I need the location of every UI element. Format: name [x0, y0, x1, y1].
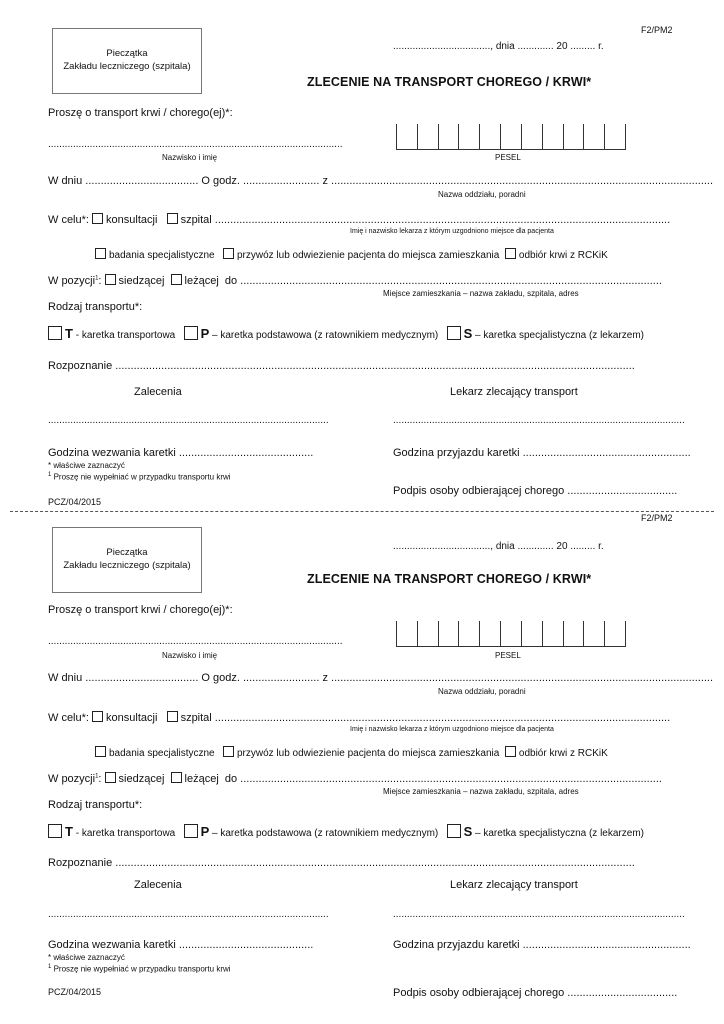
lying-label: leżącej — [184, 275, 219, 287]
position-label: W pozycji — [48, 773, 96, 785]
doctor-caption: Imię i nazwisko lekarza z którym uzgodniono miejsce dla pacjenta — [350, 726, 554, 733]
arrival-time-field[interactable]: Godzina przyjazdu karetki ....................................................... — [393, 939, 691, 951]
specialist-tests-label: badania specjalistyczne — [109, 250, 215, 261]
arrival-time-field[interactable]: Godzina przyjazdu karetki ....................................................... — [393, 447, 691, 459]
purpose-row — [48, 711, 670, 724]
purpose-row-2 — [95, 248, 608, 261]
date-place-field[interactable]: ..................................., dnia ............. 20 ......... r. — [393, 541, 604, 552]
recommendations-label: Zalecenia — [134, 879, 182, 891]
diagnosis-field[interactable]: Rozpoznanie .......................................................................................................................................................................... — [48, 857, 635, 869]
return-home-checkbox[interactable] — [223, 248, 234, 259]
doctor-signature-field[interactable]: ......................................................................................................... — [393, 415, 685, 426]
footer-code: PCZ/04/2015 — [48, 497, 102, 507]
name-caption: Nazwisko i imię — [162, 651, 218, 660]
sitting-checkbox[interactable] — [105, 772, 116, 783]
recommendations-field[interactable]: ..................................................................................................... — [48, 909, 329, 920]
consultation-label: konsultacji — [106, 712, 158, 724]
hospital-field[interactable]: szpital ..................................................................................................................................................... — [180, 712, 671, 724]
position-label: W pozycji — [48, 275, 96, 287]
destination-field[interactable]: do .......................................................................................................................................... — [224, 773, 662, 785]
hospital-field[interactable]: szpital ..................................................................................................................................................... — [180, 214, 671, 226]
residence-caption: Miejsce zamieszkania – nazwa zakładu, szpitala, adres — [383, 787, 579, 796]
date-place-field[interactable]: ..................................., dnia ............. 20 ......... r. — [393, 41, 604, 52]
receiver-signature-field[interactable]: Podpis osoby odbierającej chorego .................................... — [393, 485, 678, 497]
name-field[interactable]: .......................................................................................................... — [48, 636, 343, 647]
doctor-caption: Imię i nazwisko lekarza z którym uzgodniono miejsce dla pacjenta — [350, 228, 554, 235]
blood-pickup-checkbox[interactable] — [505, 746, 516, 757]
call-time-field[interactable]: Godzina wezwania karetki ............................................ — [48, 447, 314, 459]
consultation-checkbox[interactable] — [92, 213, 103, 224]
destination-field[interactable]: do .......................................................................................................................................... — [224, 275, 662, 287]
blood-pickup-label: odbiór krwi z RCKiK — [518, 250, 608, 261]
form-copy-bottom — [0, 492, 724, 999]
specialist-tests-checkbox[interactable] — [95, 746, 106, 757]
residence-caption: Miejsce zamieszkania – nazwa zakładu, szpitala, adres — [383, 289, 579, 298]
call-time-field[interactable]: Godzina wezwania karetki ............................................ — [48, 939, 314, 951]
lying-checkbox[interactable] — [171, 274, 182, 285]
recommendations-field[interactable]: ..................................................................................................... — [48, 415, 329, 426]
note-blood: $^1$ Proszę nie wypełniać w przypadku transportu krwi — [48, 472, 231, 482]
purpose-label: W celu*: — [48, 214, 89, 226]
specialist-tests-checkbox[interactable] — [95, 248, 106, 259]
transport-type-label: Rodzaj transportu*: — [48, 799, 143, 811]
pesel-caption: PESEL — [495, 651, 521, 660]
consultation-label: konsultacji — [106, 214, 158, 226]
name-caption: Nazwisko i imię — [162, 153, 218, 162]
transport-type-row: T - karetka transportowa P – karetka podstawowa (z ratownikiem medycznym) S – karetka specjalistyczna (z lekarzem) — [48, 824, 644, 839]
doctor-signature-field[interactable]: ......................................................................................................... — [393, 909, 685, 920]
ordering-doctor-label: Lekarz zlecający transport — [450, 386, 578, 398]
transport-type-label: Rodzaj transportu*: — [48, 301, 143, 313]
blood-pickup-label: odbiór krwi z RCKiK — [518, 748, 608, 759]
sitting-label: siedzącej — [118, 275, 165, 287]
purpose-row-2 — [95, 746, 608, 759]
lying-checkbox[interactable] — [171, 772, 182, 783]
footer-code: PCZ/04/2015 — [48, 987, 102, 997]
type-t-checkbox[interactable] — [48, 326, 62, 340]
pesel-boxes[interactable] — [396, 621, 626, 647]
return-home-label: przywóz lub odwiezienie pacjenta do miejsca zamieszkania — [236, 250, 500, 261]
stamp-label: Pieczątka — [106, 547, 148, 559]
position-row: W pozycji$^1$: siedzącej leżącej do .......................................................................................................................................... — [48, 275, 662, 287]
consultation-checkbox[interactable] — [92, 711, 103, 722]
type-s-checkbox[interactable] — [447, 824, 461, 838]
date-time-dept-field[interactable]: W dniu ..................................... O godz. ......................... z ............................................................................................................................. — [48, 672, 714, 684]
stamp-box — [52, 28, 202, 94]
return-home-checkbox[interactable] — [223, 746, 234, 757]
recommendations-label: Zalecenia — [134, 386, 182, 398]
type-p-checkbox[interactable] — [184, 326, 198, 340]
pesel-caption: PESEL — [495, 153, 521, 162]
lying-label: leżącej — [184, 773, 219, 785]
request-label: Proszę o transport krwi / chorego(ej)*: — [48, 604, 233, 616]
ordering-doctor-label: Lekarz zlecający transport — [450, 879, 578, 891]
form-title: ZLECENIE NA TRANSPORT CHOREGO / KRWI* — [307, 572, 592, 586]
dept-caption: Nazwa oddziału, poradni — [438, 190, 526, 199]
stamp-label: Pieczątka — [106, 48, 148, 60]
note-blood: $^1$ Proszę nie wypełniać w przypadku transportu krwi — [48, 964, 231, 974]
diagnosis-field[interactable]: Rozpoznanie .......................................................................................................................................................................... — [48, 360, 635, 372]
blood-pickup-checkbox[interactable] — [505, 248, 516, 259]
position-row: W pozycji$^1$: siedzącej leżącej do .......................................................................................................................................... — [48, 773, 662, 785]
type-s-checkbox[interactable] — [447, 326, 461, 340]
purpose-row — [48, 213, 670, 226]
sitting-checkbox[interactable] — [105, 274, 116, 285]
receiver-signature-field[interactable]: Podpis osoby odbierającej chorego .................................... — [393, 987, 678, 999]
request-label: Proszę o transport krwi / chorego(ej)*: — [48, 107, 233, 119]
form-copy-top — [0, 0, 724, 507]
date-time-dept-field[interactable]: W dniu ..................................... O godz. ......................... z ............................................................................................................................. — [48, 175, 714, 187]
pesel-boxes[interactable] — [396, 124, 626, 150]
stamp-sublabel: Zakładu leczniczego (szpitala) — [63, 560, 191, 571]
note-mark: * właściwe zaznaczyć — [48, 461, 125, 470]
stamp-sublabel: Zakładu leczniczego (szpitala) — [63, 61, 191, 72]
sitting-label: siedzącej — [118, 773, 165, 785]
transport-type-row: T - karetka transportowa P – karetka podstawowa (z ratownikiem medycznym) S – karetka specjalistyczna (z lekarzem) — [48, 326, 644, 341]
form-code: F2/PM2 — [641, 25, 673, 35]
type-t-checkbox[interactable] — [48, 824, 62, 838]
form-title: ZLECENIE NA TRANSPORT CHOREGO / KRWI* — [307, 75, 592, 89]
note-mark: * właściwe zaznaczyć — [48, 953, 125, 962]
hospital-checkbox[interactable] — [167, 711, 178, 722]
return-home-label: przywóz lub odwiezienie pacjenta do miejsca zamieszkania — [236, 748, 500, 759]
dept-caption: Nazwa oddziału, poradni — [438, 687, 526, 696]
form-code: F2/PM2 — [641, 513, 673, 523]
name-field[interactable]: .......................................................................................................... — [48, 139, 343, 150]
stamp-box — [52, 527, 202, 593]
type-p-checkbox[interactable] — [184, 824, 198, 838]
specialist-tests-label: badania specjalistyczne — [109, 748, 215, 759]
purpose-label: W celu*: — [48, 712, 89, 724]
hospital-checkbox[interactable] — [167, 213, 178, 224]
